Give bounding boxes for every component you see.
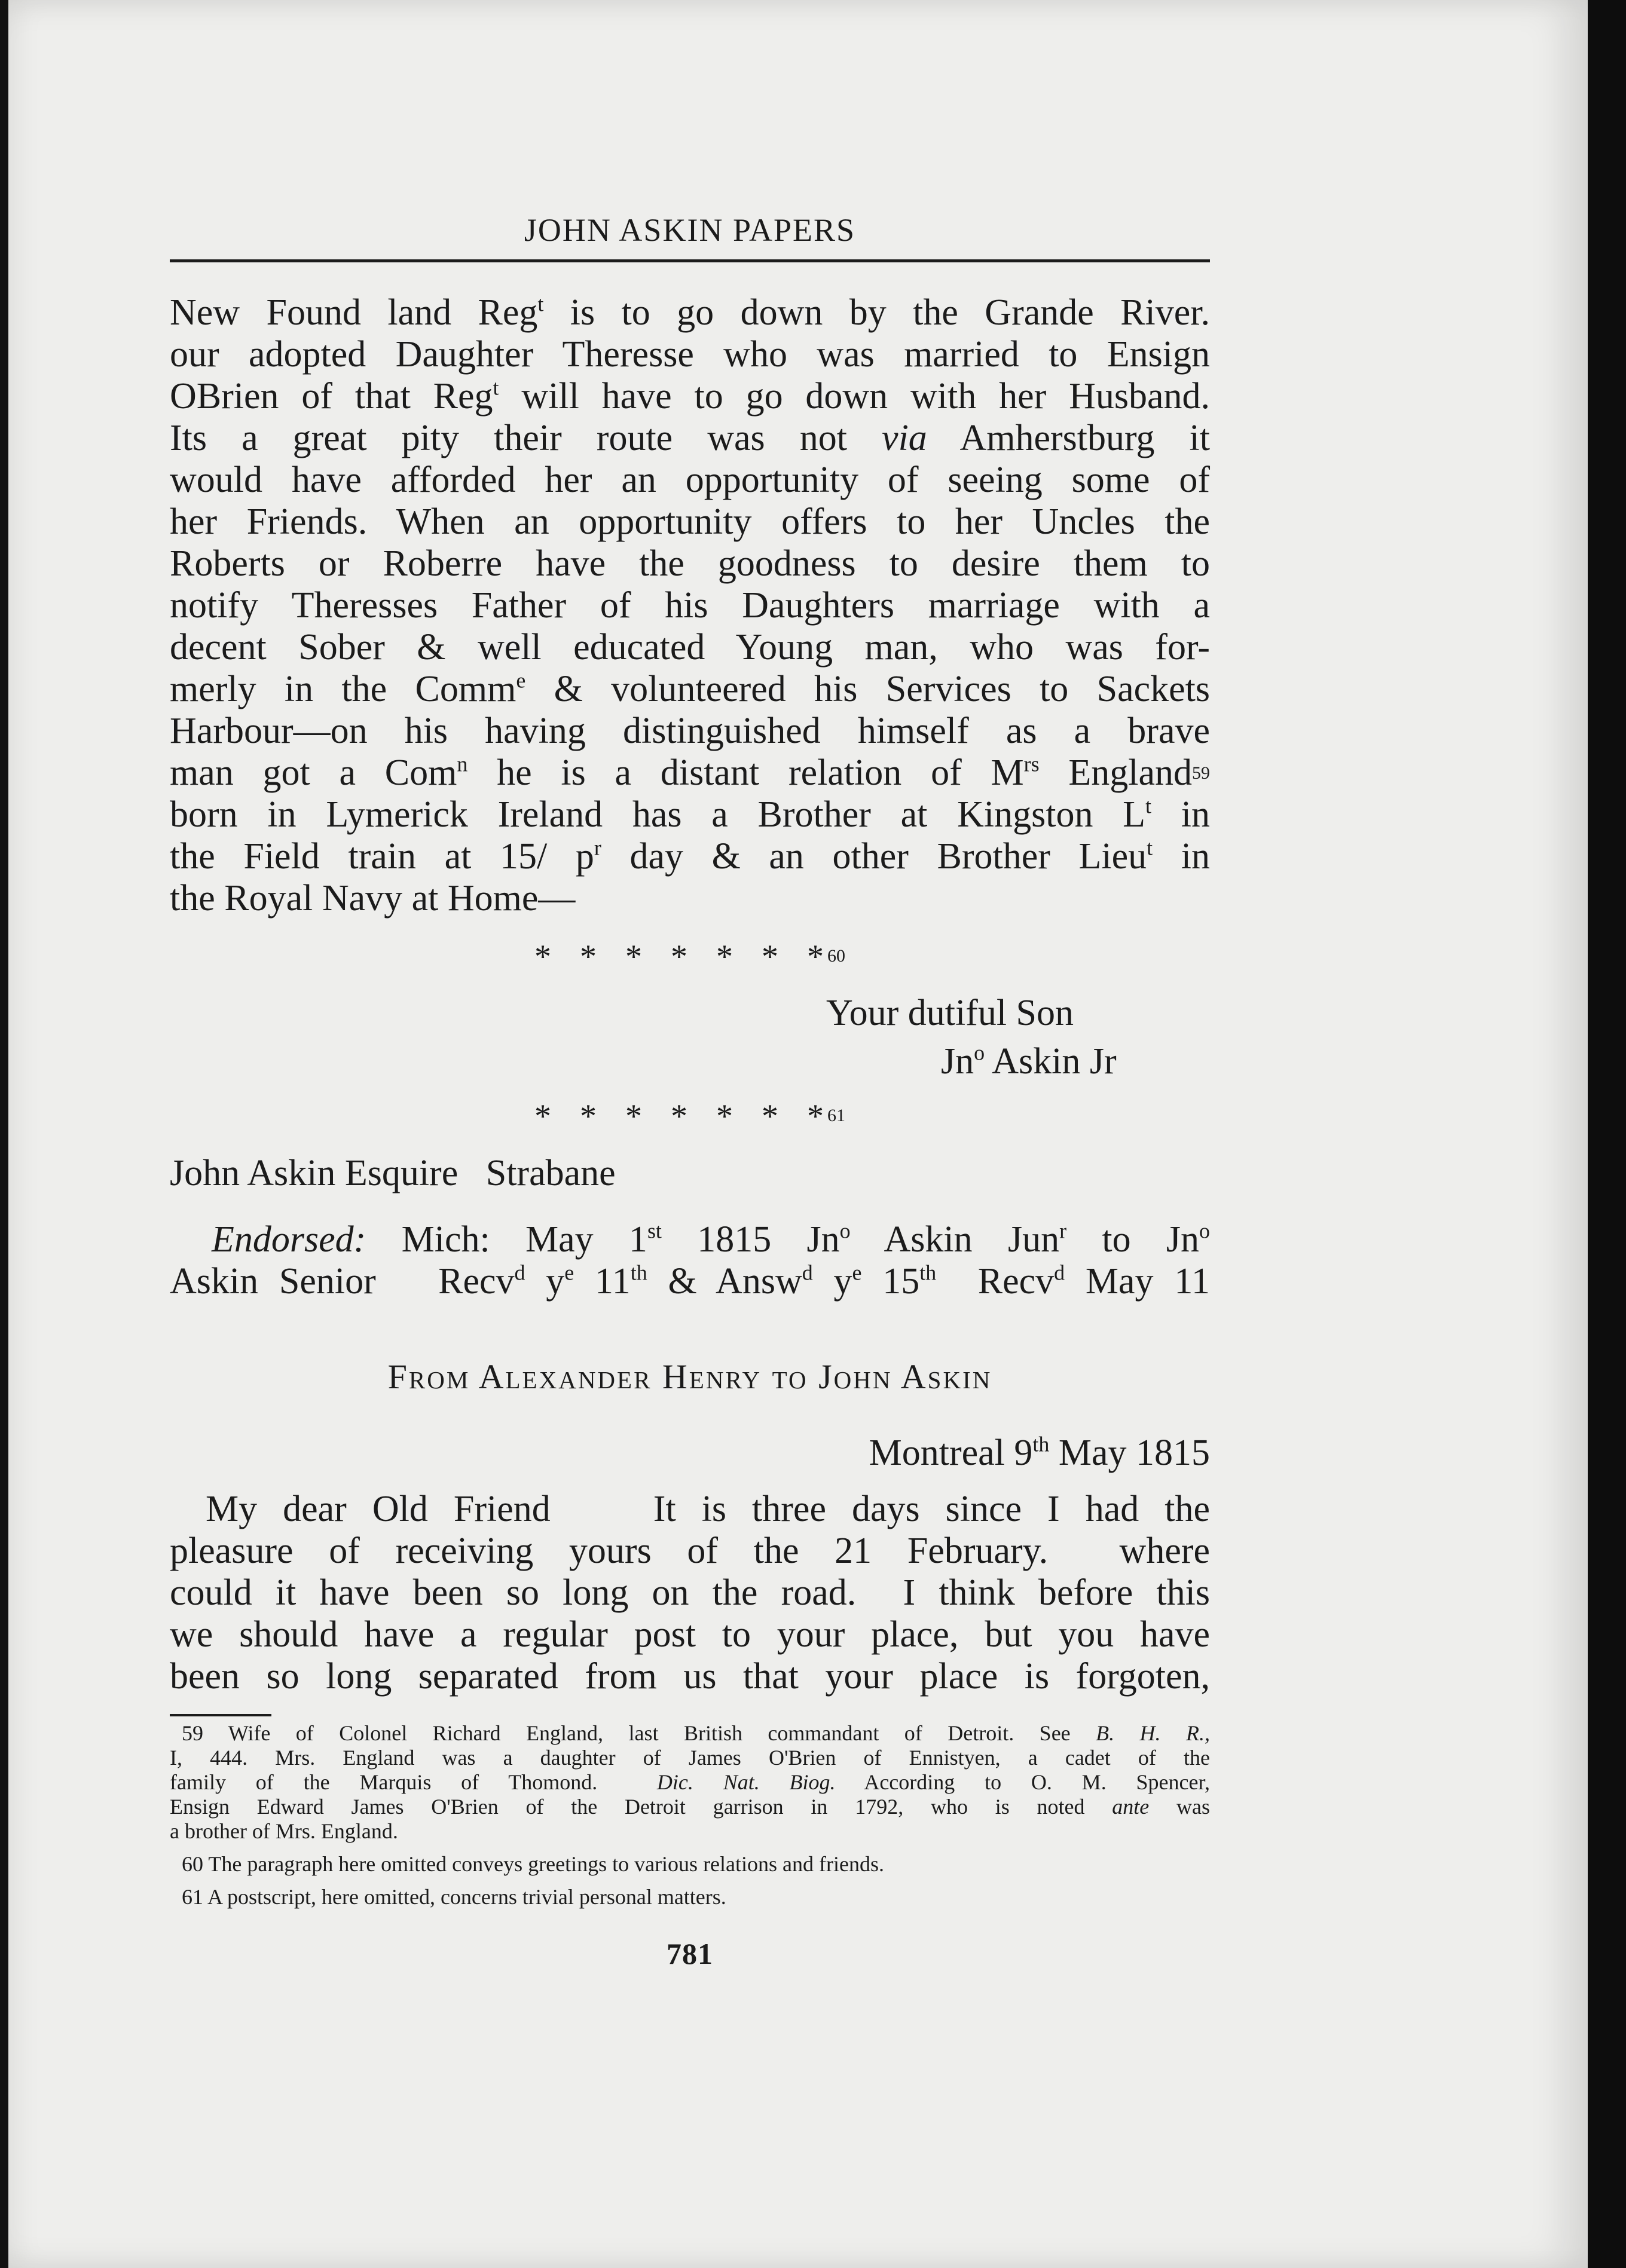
endorsed-label: Endorsed:	[212, 1219, 366, 1260]
body-line: been so long separated from us that your place is forgoten,	[170, 1656, 1210, 1697]
body-line: New Found land Reg$^t$ is to go down by the Grande River.	[170, 292, 1210, 333]
body-line: pleasure of receiving yours of the 21 February. where	[170, 1531, 1210, 1571]
body-line: decent Sober & well educated Young man, who was for-	[170, 627, 1210, 668]
body-line: OBrien of that Reg$^t$ will have to go down with her Husband.	[170, 375, 1210, 417]
book-page	[8, 0, 1588, 2268]
footnote-line: 59 Wife of Colonel Richard England, last British commandant of Detroit. See B. H. R.,	[182, 1721, 1210, 1745]
footnote-rule	[170, 1714, 271, 1716]
page-edge-shadow	[1588, 0, 1626, 2268]
footnote-line: family of the Marquis of Thomond. Dic. Nat. Biog. According to O. M. Spencer,	[170, 1770, 1210, 1794]
endorsement-line: Endorsed: Mich: May 1st 1815 Jn$^o$ Askin Jun$^r$ to Jn$^o$	[212, 1219, 1210, 1260]
body-line: notify Theresses Father of his Daughters marriage with a	[170, 585, 1210, 626]
footnote-line: I, 444. Mrs. England was a daughter of James O'Brien of Ennistyen, a cadet of the	[170, 1746, 1210, 1770]
body-line: would have afforded her an opportunity of seeing some of	[170, 460, 1210, 500]
footnote-line: a brother of Mrs. England.	[170, 1819, 398, 1843]
asterisk-break: * * * * * * *60	[534, 938, 845, 975]
head-rule	[170, 259, 1210, 262]
dateline: Montreal 9th May 1815	[869, 1432, 1210, 1473]
asterisk-break: * * * * * * *61	[534, 1098, 845, 1135]
footnote-ref-59: 59	[1191, 763, 1210, 783]
letter-body	[170, 292, 1210, 919]
section-heading: From Alexander Henry to John Askin	[387, 1357, 992, 1396]
body-line: could it have been so long on the road. I think before this	[170, 1572, 1210, 1613]
letter-two-body	[170, 1488, 1210, 1697]
footnote-60: 60 The paragraph here omitted conveys greetings to various relations and friends.	[182, 1852, 884, 1876]
footnote-ref-60: 60	[827, 946, 845, 966]
body-line: born in Lymerick Ireland has a Brother at Kingston $L^t$ in	[170, 794, 1210, 835]
body-line: the Field train at 15/ $p^r$ day & an other Brother Lieu$^t$ in	[170, 835, 1210, 877]
footnote-ref-61: 61	[827, 1106, 845, 1125]
running-head: JOHN ASKIN PAPERS	[524, 212, 856, 248]
body-line: man got a Com$^n$ he is a distant relation of $M^{rs}$ England59	[170, 752, 1210, 793]
footnote-61: 61 A postscript, here omitted, concerns trivial personal matters.	[182, 1885, 726, 1909]
body-line: My dear Old Friend It is three days since I had the	[206, 1489, 1210, 1529]
signature: Jn$^o$ Askin Jr	[941, 1040, 1117, 1082]
footnote-line: Ensign Edward James O'Brien of the Detroit garrison in 1792, who is noted ante was	[170, 1795, 1210, 1819]
body-line: Harbour—on his having distinguished himself as a brave	[170, 711, 1210, 751]
endorsement-line: Askin Senior Recv$^d$ $y^e$ 11th & Answ$^d$ $y^e$ 15th Recv$^d$ May 11	[170, 1260, 1211, 1302]
body-line: merly in the Comm$^e$ & volunteered his Services to Sackets	[170, 668, 1211, 709]
endorsement-block	[170, 1219, 1210, 1302]
closing: Your dutiful Son	[826, 993, 1074, 1033]
page-number: 781	[667, 1937, 713, 1970]
body-line: we should have a regular post to your place, but you have	[170, 1614, 1210, 1655]
address-block	[170, 1152, 1210, 1194]
body-line: her Friends. When an opportunity offers to her Uncles the	[170, 501, 1210, 542]
footnotes	[170, 1721, 1210, 1909]
body-line: the Royal Navy at Home—	[170, 878, 576, 919]
footnote-59	[170, 1721, 1210, 1844]
address-line: John Askin Esquire Strabane	[170, 1153, 616, 1193]
body-line: Its a great pity their route was not via Amherstburg it	[170, 418, 1210, 458]
body-line: Roberts or Roberre have the goodness to desire them to	[170, 543, 1210, 584]
body-line: our adopted Daughter Theresse who was married to Ensign	[170, 334, 1210, 375]
